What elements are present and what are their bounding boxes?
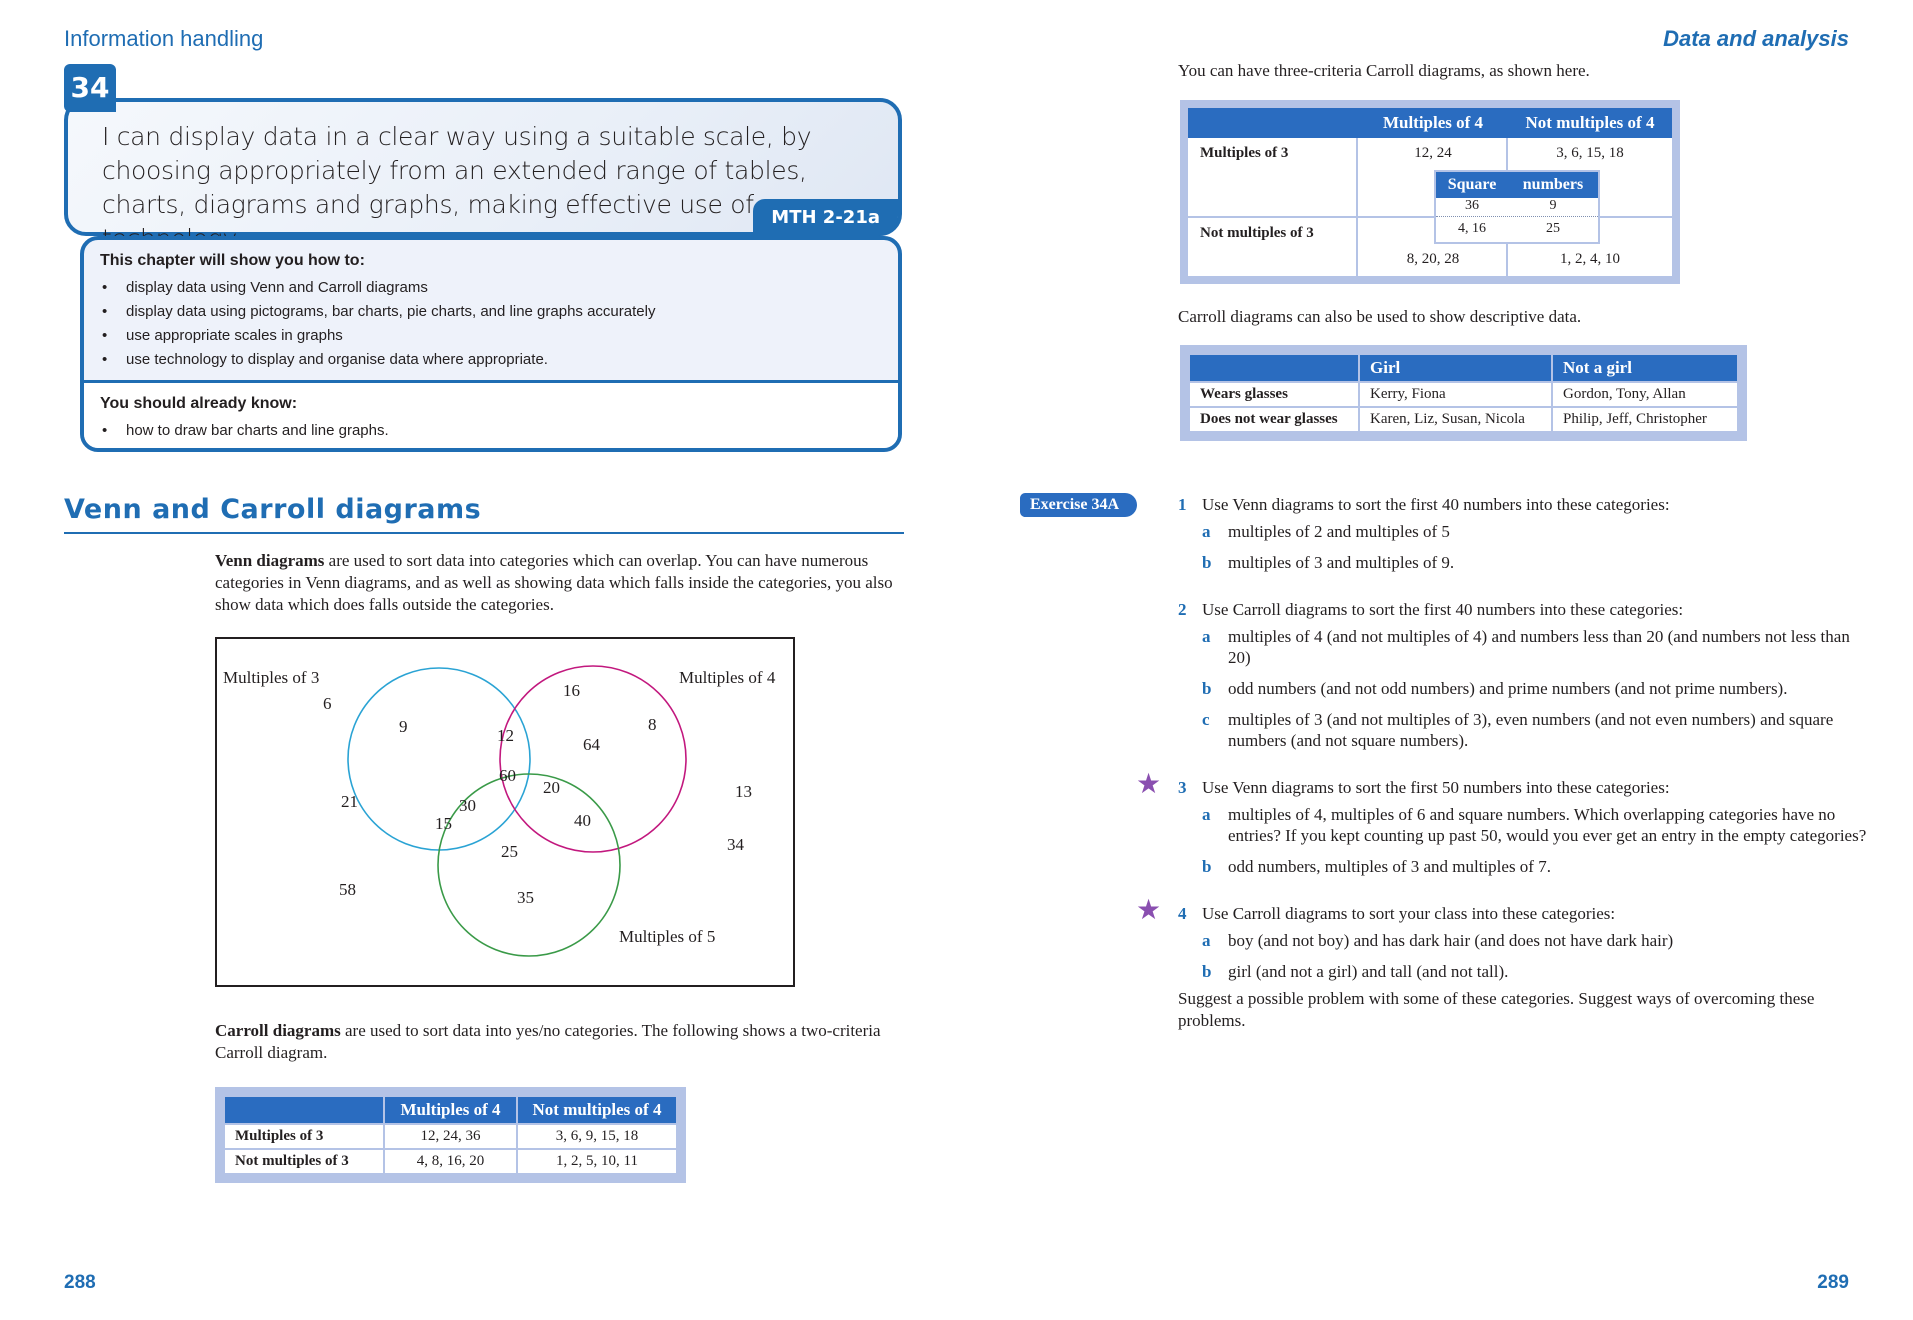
question-text: Use Carroll diagrams to sort the first 40 numbers into these categories: xyxy=(1202,600,1684,619)
column-header: Multiples of 4 xyxy=(384,1096,517,1124)
venn-number: 8 xyxy=(648,715,657,734)
carroll-table xyxy=(1188,353,1739,433)
already-know-section xyxy=(84,380,898,452)
question-text: Use Venn diagrams to sort the first 40 numbers into these categories: xyxy=(1202,495,1670,514)
list-item: • display data using pictograms, bar charts, pie charts, and line graphs accurately xyxy=(100,300,882,324)
column-header: Multiples of 4 xyxy=(1358,108,1508,138)
table-cell: 25 xyxy=(1546,221,1560,236)
table-cell: Karen, Liz, Susan, Nicola xyxy=(1359,407,1552,432)
descriptive-paragraph: Carroll diagrams can also be used to show descriptive data. xyxy=(1178,307,1582,326)
row-header: Not multiples of 3 xyxy=(224,1149,384,1174)
question-text: Use Carroll diagrams to sort your class into these categories: xyxy=(1202,904,1616,923)
row-header: Multiples of 3 xyxy=(224,1124,384,1149)
chapter-shows-heading: This chapter will show you how to: xyxy=(100,252,365,269)
carroll-term: Carroll diagrams xyxy=(215,1021,341,1040)
sub-question xyxy=(1178,856,1868,877)
venn-label-set-a: Multiples of 3 xyxy=(223,668,320,687)
sub-question xyxy=(1178,626,1868,668)
chapter-objectives-box xyxy=(80,236,902,452)
venn-number: 12 xyxy=(497,726,514,745)
inner-header: numbers xyxy=(1508,172,1598,198)
question-number: 4 xyxy=(1178,904,1187,923)
question-number: 3 xyxy=(1178,778,1187,797)
carroll-table xyxy=(223,1095,678,1175)
table-row xyxy=(224,1149,677,1174)
sub-question xyxy=(1178,709,1868,751)
table-cell: 3, 6, 15, 18 xyxy=(1556,145,1624,161)
table-cell: 9 xyxy=(1549,198,1557,213)
question-text: Use Venn diagrams to sort the first 50 numbers into these categories: xyxy=(1202,778,1670,797)
column-header: Not a girl xyxy=(1552,354,1738,382)
carroll-paragraph xyxy=(215,1020,905,1064)
already-know-heading: You should already know: xyxy=(100,395,298,412)
table-cell: 1, 2, 4, 10 xyxy=(1560,251,1620,267)
sub-letter: c xyxy=(1202,710,1210,729)
row-header: Does not wear glasses xyxy=(1189,407,1359,432)
venn-number: 40 xyxy=(574,811,591,830)
sub-text: multiples of 2 and multiples of 5 xyxy=(1228,522,1450,541)
list-item: • use technology to display and organise data where appropriate. xyxy=(100,348,882,372)
venn-number: 6 xyxy=(323,694,332,713)
list-item: • how to draw bar charts and line graphs. xyxy=(100,419,882,443)
sub-letter: b xyxy=(1202,553,1212,572)
sub-letter: a xyxy=(1202,627,1211,646)
star-icon: ★ xyxy=(1136,767,1162,800)
inner-header: Square xyxy=(1436,172,1508,198)
three-criteria-carroll-diagram xyxy=(1180,100,1680,284)
running-head-left: Information handling xyxy=(64,26,264,51)
grid-line xyxy=(1436,216,1598,217)
venn-number: 35 xyxy=(517,888,534,907)
venn-label-set-c: Multiples of 5 xyxy=(619,927,716,946)
column-header: Not multiples of 4 xyxy=(1508,108,1672,138)
table-row xyxy=(1189,382,1738,407)
sub-letter: b xyxy=(1202,857,1212,876)
sub-text: odd numbers (and not odd numbers) and prime numbers (and not prime numbers). xyxy=(1228,679,1788,698)
page-number-right: 289 xyxy=(1817,1272,1849,1293)
venn-diagram xyxy=(215,637,795,987)
exercise-34a xyxy=(1136,494,1868,1032)
venn-number: 13 xyxy=(735,782,752,801)
sub-letter: b xyxy=(1202,962,1212,981)
row-header: Wears glasses xyxy=(1189,382,1359,407)
row-header: Multiples of 3 xyxy=(1200,145,1289,161)
sub-letter: a xyxy=(1202,805,1211,824)
chapter-number: 34 xyxy=(64,64,116,112)
chapter-shows-list xyxy=(100,276,882,372)
venn-term: Venn diagrams xyxy=(215,551,325,570)
sub-question xyxy=(1178,552,1868,573)
two-criteria-carroll-diagram xyxy=(215,1087,686,1183)
venn-paragraph xyxy=(215,550,905,616)
table-cell: Kerry, Fiona xyxy=(1359,382,1552,407)
table-cell: 1, 2, 5, 10, 11 xyxy=(517,1149,677,1174)
table-cell: 3, 6, 9, 15, 18 xyxy=(517,1124,677,1149)
table-cell: 12, 24, 36 xyxy=(384,1124,517,1149)
curriculum-code-badge: MTH 2-21a xyxy=(753,199,898,236)
table-corner xyxy=(224,1096,384,1124)
sub-text: boy (and not boy) and has dark hair (and does not have dark hair) xyxy=(1228,931,1674,950)
sub-text: multiples of 4 (and not multiples of 4) and numbers less than 20 (and numbers not less than 20) xyxy=(1228,627,1850,667)
page-number-left: 288 xyxy=(64,1272,96,1293)
learning-statement: I can display data in a clear way using a suitable scale, by choosing appropriately from an extended range of tables, charts, diagrams and graphs, making effective use of xyxy=(102,122,812,219)
already-know-list xyxy=(100,419,882,443)
heading-rule xyxy=(64,532,904,534)
venn-number: 30 xyxy=(459,796,476,815)
sub-letter: b xyxy=(1202,679,1212,698)
star-icon: ★ xyxy=(1136,893,1162,926)
table-cell: 36 xyxy=(1465,198,1479,213)
chapter-shows-section xyxy=(84,240,898,380)
sub-question xyxy=(1178,804,1868,846)
sub-question xyxy=(1178,521,1868,542)
sub-question xyxy=(1178,930,1868,951)
venn-paragraph-text: are used to sort data into categories which can overlap. You can have numerous categories in Venn diagrams, and as well as showing data which falls inside the categories, you also show data which does falls outside the categories. xyxy=(215,551,893,614)
table-cell: 8, 20, 28 xyxy=(1406,251,1460,267)
list-item: • display data using Venn and Carroll diagrams xyxy=(100,276,882,300)
venn-number: 15 xyxy=(435,814,452,833)
sub-text: multiples of 3 and multiples of 9. xyxy=(1228,553,1455,572)
venn-number: 16 xyxy=(563,681,580,700)
table-corner xyxy=(1189,354,1359,382)
venn-number: 58 xyxy=(339,880,356,899)
sub-question xyxy=(1178,678,1868,699)
question-number: 1 xyxy=(1178,495,1187,514)
venn-circle-multiples-of-4 xyxy=(500,666,686,852)
table-row xyxy=(224,1124,677,1149)
sub-question xyxy=(1178,961,1868,982)
exercise-tag: Exercise 34A xyxy=(1020,493,1137,517)
closing-paragraph: Suggest a possible problem with some of these categories. Suggest ways of overcoming these problems. xyxy=(1178,989,1815,1030)
carroll3-body xyxy=(1188,108,1672,276)
table-cell: 12, 24 xyxy=(1414,145,1452,161)
section-heading: Venn and Carroll diagrams xyxy=(64,494,482,525)
venn-number: 9 xyxy=(399,717,408,736)
row-header: Not multiples of 3 xyxy=(1200,225,1314,241)
table-cell: Philip, Jeff, Christopher xyxy=(1552,407,1738,432)
running-head-right: Data and analysis xyxy=(1663,26,1849,51)
question-number: 2 xyxy=(1178,600,1187,619)
sub-letter: a xyxy=(1202,931,1211,950)
question xyxy=(1136,893,1868,926)
list-item: • use appropriate scales in graphs xyxy=(100,324,882,348)
sub-letter: a xyxy=(1202,522,1211,541)
three-criteria-intro: You can have three-criteria Carroll diagrams, as shown here. xyxy=(1178,61,1590,80)
sub-text: girl (and not a girl) and tall (and not tall). xyxy=(1228,962,1509,981)
question xyxy=(1136,767,1868,800)
table-cell: 4, 16 xyxy=(1458,221,1486,236)
table-cell: 4, 8, 16, 20 xyxy=(384,1149,517,1174)
column-header: Not multiples of 4 xyxy=(517,1096,677,1124)
descriptive-carroll-diagram xyxy=(1180,345,1747,441)
sub-text: multiples of 3 (and not multiples of 3), even numbers (and not even numbers) and square numbers (and not square numbers). xyxy=(1228,710,1834,750)
table-row xyxy=(1189,407,1738,432)
learning-statement-box xyxy=(64,98,902,236)
venn-number: 34 xyxy=(727,835,744,854)
venn-number: 20 xyxy=(543,778,560,797)
table-cell: Gordon, Tony, Allan xyxy=(1552,382,1738,407)
carroll-paragraph-text: are used to sort data into yes/no categories. The following shows a two-criteria Carroll diagram. xyxy=(215,1021,881,1062)
venn-number: 60 xyxy=(499,766,516,785)
sub-text: odd numbers, multiples of 3 and multiples of 7. xyxy=(1228,857,1551,876)
question xyxy=(1178,494,1868,515)
venn-number: 21 xyxy=(341,792,358,811)
column-header: Girl xyxy=(1359,354,1552,382)
venn-number: 25 xyxy=(501,842,518,861)
venn-diagram-svg xyxy=(217,639,793,985)
question xyxy=(1178,599,1868,620)
venn-number: 64 xyxy=(583,735,600,754)
sub-text: multiples of 4, multiples of 6 and square numbers. Which overlapping categories have no entries? If you kept counting up past 50, would you ever get an entry in the empty categories? xyxy=(1228,805,1867,845)
venn-label-set-b: Multiples of 4 xyxy=(679,668,776,687)
